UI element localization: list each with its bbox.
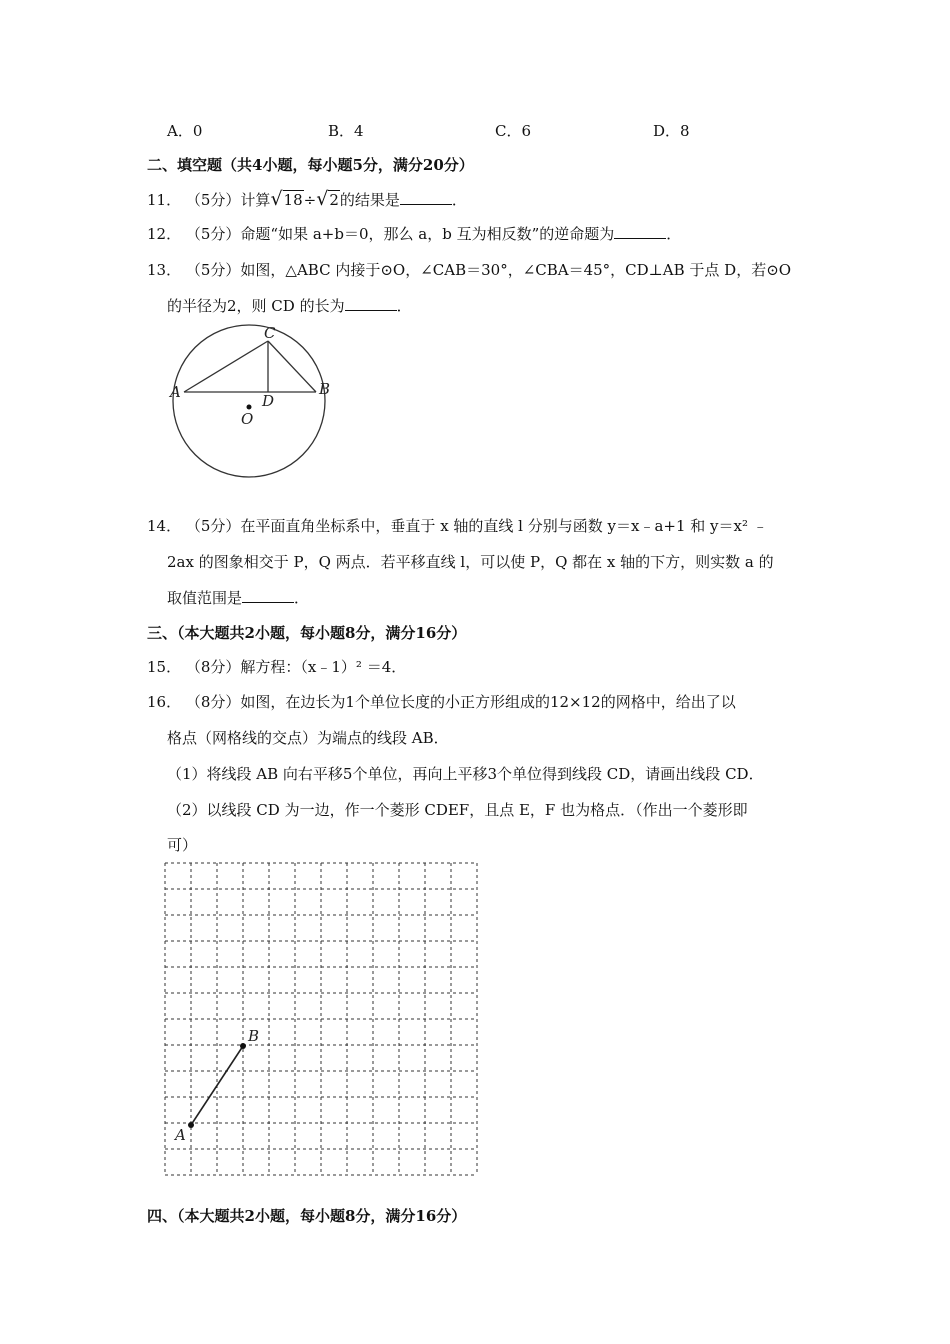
question-number: 15． — [147, 658, 182, 676]
question-16-part2-cont: 可） — [167, 836, 198, 854]
sqrt-expression: √18 — [270, 188, 303, 210]
question-16-line2: 格点（网格线的交点）为端点的线段 AB． — [167, 729, 449, 747]
question-score: （8分） — [185, 658, 241, 676]
grid-lines — [165, 863, 477, 1175]
grid-figure — [160, 858, 485, 1183]
question-text: 的半径为2，则 CD 的长为 — [167, 297, 345, 315]
question-text: 在平面直角坐标系中，垂直于 x 轴的直线 l 分别与函数 y＝x﹣a+1 和 y＝x² ﹣ — [240, 517, 768, 535]
point-b — [240, 1043, 246, 1049]
question-number: 14． — [147, 517, 182, 535]
circle-figure — [160, 322, 350, 482]
question-14-line2: 2ax 的图象相交于 P，Q 两点．若平移直线 l，可以使 P，Q 都在 x 轴的下方，则实数 a 的 — [167, 553, 774, 571]
question-text: 取值范围是 — [167, 589, 243, 607]
answer-blank[interactable] — [242, 588, 294, 603]
question-score: （5分） — [185, 225, 241, 243]
label-a: A — [170, 383, 181, 401]
period: ． — [396, 297, 412, 315]
question-number: 16． — [147, 693, 182, 711]
label-b: B — [319, 380, 331, 398]
label-o: O — [241, 410, 254, 428]
label-c: C — [264, 324, 276, 342]
question-16-part2: （2）以线段 CD 为一边，作一个菱形 CDEF，且点 E，F 也为格点．（作出一个菱形即 — [167, 801, 748, 819]
period: ． — [451, 191, 467, 209]
segment-ac — [184, 341, 268, 392]
question-number: 13． — [147, 261, 182, 279]
question-score: （5分） — [185, 517, 241, 535]
choice-c: C．6 — [495, 122, 532, 140]
question-13 — [147, 259, 791, 280]
question-14-line3 — [167, 587, 309, 608]
center-point — [247, 405, 252, 410]
question-score: （5分） — [185, 191, 241, 209]
question-text: 如图，△ABC 内接于⊙O，∠CAB＝30°，∠CBA＝45°，CD⊥AB 于点 D，若⊙O — [240, 261, 792, 279]
question-12 — [147, 223, 681, 244]
question-13-line2 — [167, 295, 412, 316]
question-number: 11． — [147, 191, 182, 209]
period: ． — [294, 589, 310, 607]
label-b: B — [248, 1027, 260, 1045]
answer-blank[interactable] — [345, 296, 397, 311]
question-score: （8分） — [185, 693, 241, 711]
choice-a: A．0 — [167, 122, 203, 140]
question-14 — [147, 515, 768, 536]
label-d: D — [262, 392, 275, 410]
question-11 — [147, 188, 467, 210]
question-16 — [147, 691, 736, 712]
section-2-title: 二、填空题（共4小题，每小题5分，满分20分） — [147, 156, 474, 174]
segment-cb — [268, 341, 316, 392]
sqrt-expression: √2 — [316, 188, 339, 210]
question-score: （5分） — [185, 261, 241, 279]
section-4-title: 四、（本大题共2小题，每小题8分，满分16分） — [147, 1207, 467, 1225]
period: ． — [666, 225, 682, 243]
question-text: 解方程：（x﹣1）² ＝4． — [240, 658, 407, 676]
question-text: 计算 — [240, 191, 271, 209]
question-text: 的结果是 — [339, 191, 400, 209]
question-16-part1: （1）将线段 AB 向右平移5个单位，再向上平移3个单位得到线段 CD，请画出线段 CD． — [167, 765, 764, 783]
circle-o — [173, 325, 325, 477]
question-15 — [147, 656, 406, 677]
label-a: A — [175, 1126, 186, 1144]
answer-blank[interactable] — [400, 190, 452, 205]
point-a — [188, 1122, 194, 1128]
question-number: 12． — [147, 225, 182, 243]
question-text: 如图，在边长为1个单位长度的小正方形组成的12×12的网格中，给出了以 — [240, 693, 736, 711]
section-3-title: 三、（本大题共2小题，每小题8分，满分16分） — [147, 624, 467, 642]
divide-sign: ÷ — [303, 191, 317, 209]
choice-d: D．8 — [653, 122, 690, 140]
choice-b: B．4 — [328, 122, 364, 140]
question-text: 命题“如果 a+b＝0，那么 a，b 互为相反数”的逆命题为 — [240, 225, 615, 243]
answer-blank[interactable] — [614, 224, 666, 239]
